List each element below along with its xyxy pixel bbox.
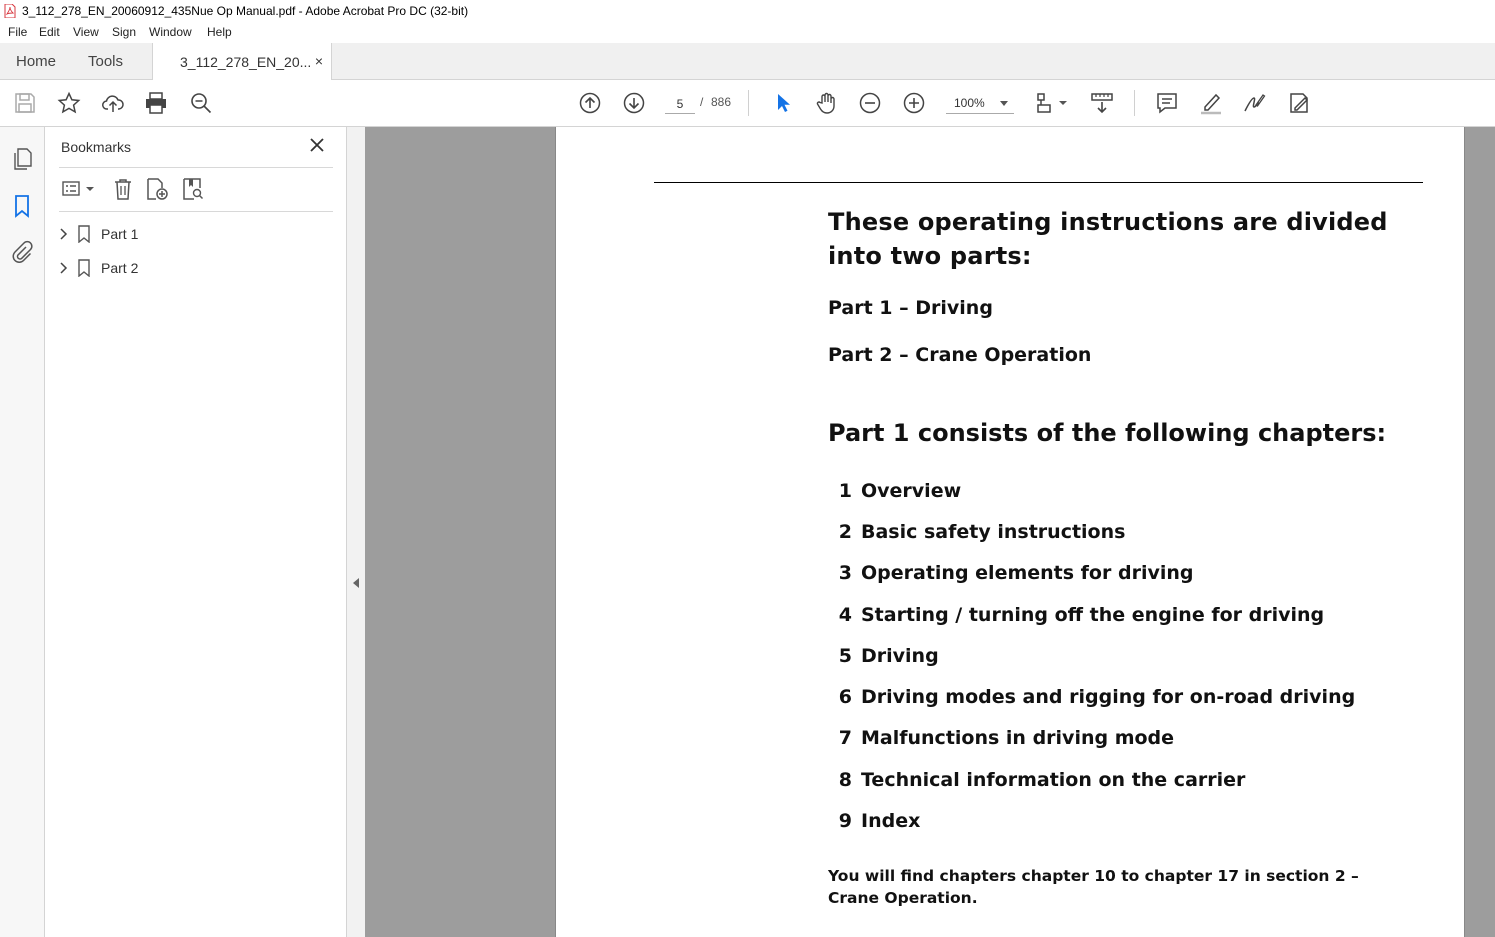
cloud-upload-icon[interactable]: [101, 91, 125, 115]
select-cursor-icon[interactable]: [771, 91, 795, 115]
pdf-file-icon: [4, 4, 16, 18]
pdf-page: [555, 127, 1465, 937]
panel-divider: [59, 211, 333, 212]
panel-divider: [59, 167, 333, 168]
left-rail: [0, 127, 45, 937]
menu-bar: [0, 23, 1495, 43]
delete-bookmark-icon[interactable]: [111, 177, 135, 201]
window-title: 3_112_278_EN_20060912_435Nue Op Manual.pdf - Adobe Acrobat Pro DC (32-bit): [22, 4, 469, 18]
page-heading: These operating instructions are divided into two parts:: [828, 208, 1388, 270]
next-page-icon[interactable]: [622, 91, 646, 115]
page-thumbnails-icon[interactable]: [10, 147, 34, 171]
menu-sign[interactable]: Sign: [112, 25, 137, 39]
hand-tool-icon[interactable]: [814, 91, 838, 115]
highlight-pen-icon[interactable]: [1199, 91, 1223, 115]
chapter-item: 2 Basic safety instructions: [838, 521, 1126, 543]
chapter-item: 4 Starting / turning off the engine for driving: [838, 604, 1325, 626]
tab-document-label: 3_112_278_EN_20...: [180, 54, 312, 70]
close-tab-icon[interactable]: ×: [314, 53, 323, 69]
zoom-level-select[interactable]: [946, 94, 1014, 114]
bookmark-item-part-1[interactable]: [57, 223, 327, 247]
print-icon[interactable]: [144, 91, 168, 115]
bookmark-icon: [77, 259, 91, 277]
menu-view[interactable]: View: [73, 25, 99, 39]
chapter-item: 9 Index: [838, 810, 921, 832]
panel-splitter[interactable]: [347, 127, 365, 937]
attachment-icon[interactable]: [10, 240, 34, 264]
find-bookmark-icon[interactable]: [181, 177, 205, 201]
bookmarks-panel: [45, 127, 347, 937]
save-icon[interactable]: [13, 91, 37, 115]
zoom-out-icon[interactable]: [858, 91, 882, 115]
part1-line: Part 1 – Driving: [828, 297, 993, 319]
toolbar-divider: [748, 90, 749, 116]
zoom-search-icon[interactable]: [189, 91, 213, 115]
header-rule: [654, 182, 1423, 183]
page-display-icon[interactable]: [1035, 91, 1069, 115]
draw-signature-icon[interactable]: [1242, 91, 1266, 115]
part2-line: Part 2 – Crane Operation: [828, 344, 1092, 366]
bookmark-item-part-2[interactable]: [57, 257, 327, 281]
bookmark-icon: [77, 225, 91, 243]
previous-page-icon[interactable]: [578, 91, 602, 115]
toolbar: [0, 80, 1495, 127]
star-icon[interactable]: [57, 91, 81, 115]
chevron-down-icon: [1000, 101, 1008, 106]
menu-edit[interactable]: Edit: [39, 25, 60, 39]
new-bookmark-icon[interactable]: [145, 177, 169, 201]
menu-file[interactable]: File: [8, 25, 28, 39]
page-total: 886: [711, 95, 732, 109]
chapter-item: 6 Driving modes and rigging for on-road driving: [838, 686, 1356, 708]
title-bar: [0, 0, 1495, 23]
bookmark-panel-icon[interactable]: [10, 194, 34, 218]
chapters-heading: Part 1 consists of the following chapters:: [828, 419, 1387, 447]
chevron-right-icon[interactable]: [57, 262, 69, 274]
toolbar-divider: [1134, 90, 1135, 116]
chapter-item: 5 Driving: [838, 645, 939, 667]
menu-window[interactable]: Window: [149, 25, 192, 39]
scrolling-mode-icon[interactable]: [1090, 91, 1114, 115]
panel-title: Bookmarks: [61, 139, 132, 155]
tab-home[interactable]: Home: [16, 53, 57, 70]
chapter-item: 7 Malfunctions in driving mode: [838, 727, 1175, 749]
comment-icon[interactable]: [1155, 91, 1179, 115]
page-footnote: You will find chapters chapter 10 to chapter 17 in section 2 – Crane Operation.: [828, 867, 1359, 907]
bookmark-options-icon[interactable]: [61, 177, 97, 201]
tab-bar: [0, 43, 1495, 80]
zoom-in-icon[interactable]: [902, 91, 926, 115]
fill-sign-icon[interactable]: [1287, 91, 1311, 115]
close-panel-icon[interactable]: [309, 137, 325, 153]
chapter-item: 1 Overview: [838, 480, 962, 502]
chapter-item: 3 Operating elements for driving: [838, 562, 1194, 584]
chapter-item: 8 Technical information on the carrier: [838, 769, 1246, 791]
tab-tools[interactable]: Tools: [88, 53, 124, 70]
page-separator: /: [700, 95, 704, 109]
bookmark-label: Part 2: [101, 260, 139, 276]
bookmark-label: Part 1: [101, 226, 139, 242]
collapse-panel-icon[interactable]: [353, 578, 359, 588]
page-number-input[interactable]: [665, 94, 695, 114]
tab-document[interactable]: [152, 43, 332, 80]
chevron-right-icon[interactable]: [57, 228, 69, 240]
zoom-level-value: 100%: [954, 96, 985, 110]
menu-help[interactable]: Help: [207, 25, 232, 39]
